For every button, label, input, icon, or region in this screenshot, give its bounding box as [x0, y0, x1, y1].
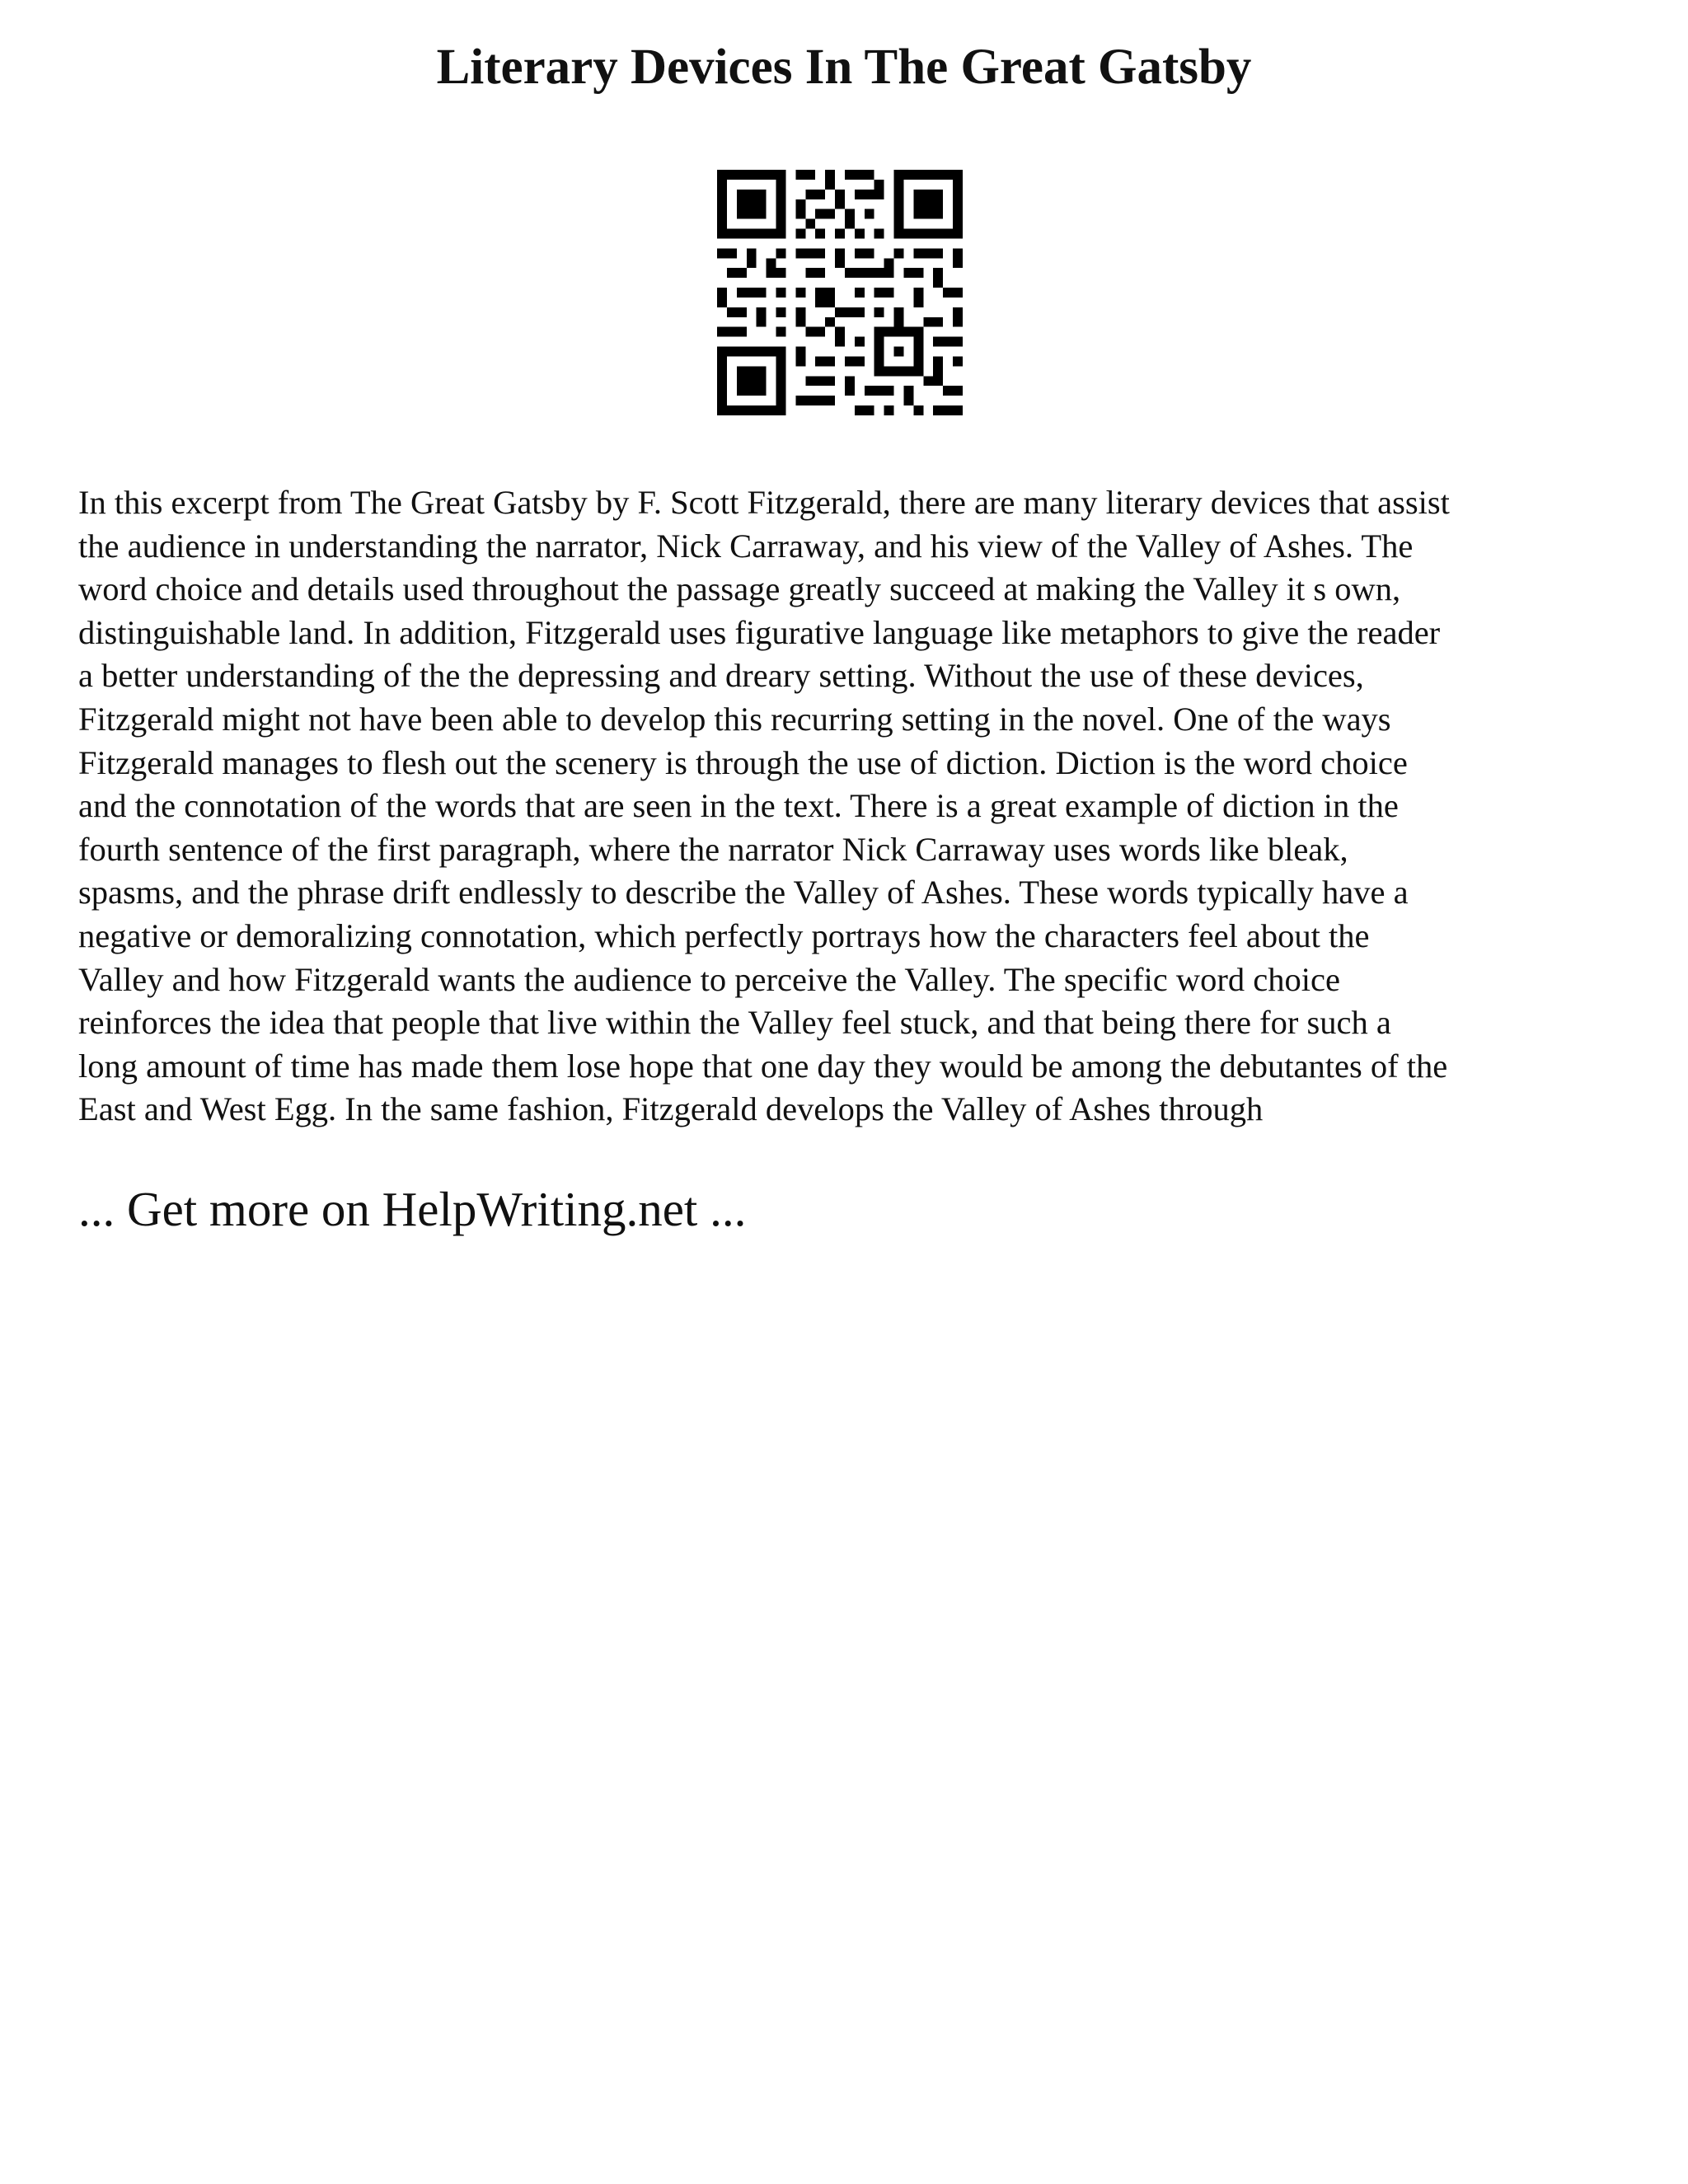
essay-excerpt: In this excerpt from The Great Gatsby by F. Scott Fitzgerald, there are many literary devices that assist the audience in understanding the narrator, Nick Carraway, and his view of the Valley of Ashes. The word choice and details used throughout the passage greatly succeed at making the Valley it s own, distinguishable land. In addition, Fitzgerald uses figurative language like metaphors to give the reader a better understanding of the the depressing and dreary setting. Without the use of these devices, Fitzgerald might not have been able to develop this recurring setting in the novel. One of the ways Fitzgerald manages to flesh out the scenery is through the use of diction. Diction is the word choice and the connotation of the words that are seen in the text. There is a great example of diction in the fourth sentence of the first paragraph, where the narrator Nick Carraway uses words like bleak, spasms, and the phrase drift endlessly to describe the Valley of Ashes. These words typically have a negative or demoralizing connotation, which perfectly portrays how the characters feel about the Valley and how Fitzgerald wants the audience to perceive the Valley. The specific word choice reinforces the idea that people that live within the Valley feel stuck, and that being there for such a long amount of time has made them lose hope that one day they would be among the debutantes of the East and West Egg. In the same fashion, Fitzgerald develops the Valley of Ashes through — [78, 484, 1450, 1128]
page-title: Literary Devices In The Great Gatsby — [436, 40, 1252, 95]
qr-code-icon — [717, 170, 963, 415]
get-more-link[interactable]: ... Get more on HelpWriting.net ... — [78, 1182, 747, 1236]
